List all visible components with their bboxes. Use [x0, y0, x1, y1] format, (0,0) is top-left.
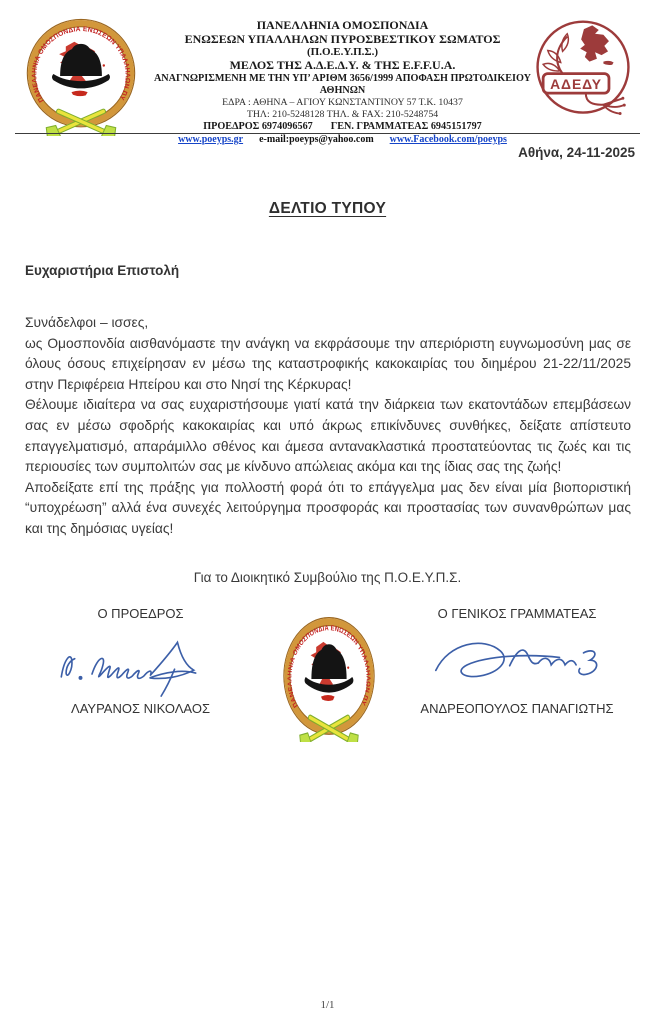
- date-line: Αθήνα, 24-11-2025: [518, 145, 635, 160]
- registration-line: ΑΝΑΓΝΩΡΙΣΜΕΝΗ ΜΕ ΤΗΝ ΥΠ’ ΑΡΙΘΜ 3656/1999 ΑΠΟΦΑΣΗ ΠΡΩΤΟΔΙΚΕΙΟΥ ΑΘΗΝΩΝ: [153, 72, 532, 96]
- letterhead: [0, 0, 655, 145]
- page-number: 1/1: [320, 999, 335, 1011]
- secretary-signature: [415, 627, 620, 699]
- org-acronym: (Π.Ο.Ε.Υ.Π.Σ.): [307, 46, 378, 58]
- org-name-line1: ΠΑΝΕΛΛΗΝΙΑ ΟΜΟΣΠΟΝΔΙΑ: [256, 18, 429, 32]
- address-line: ΕΔΡΑ : ΑΘΗΝΑ – ΑΓΙΟΥ ΚΩΝΣΤΑΝΤΙΝΟΥ 57 Τ.Κ. 10437: [222, 96, 463, 108]
- body-paragraph-1: ως Ομοσπονδία αισθανόμαστε την ανάγκη να εκφράσουμε την απεριόριστη ευγνωμοσύνη μας σε όλους όσους επιχείρησαν εν μέσω της καταστροφικής κακοκαιρίας του διημέρου 21-22/11/2025 στην Περιφέρεια Ηπείρου και στο Νησί της Κέρκυρας!: [25, 335, 631, 392]
- president-phone: ΠΡΟΕΔΡΟΣ 6974096567: [203, 120, 313, 132]
- poeyps-federation-seal: [24, 14, 138, 136]
- facebook-link[interactable]: www.Facebook.com/poeyps: [389, 134, 507, 145]
- president-signature: [48, 627, 233, 699]
- president-title: Ο ΠΡΟΕΔΡΟΣ: [97, 606, 184, 621]
- phone-line: ΤΗΛ: 210-5248128 ΤΗΛ. & FAX: 210-5248754: [246, 108, 439, 120]
- poeyps-center-seal: [281, 614, 377, 742]
- committee-line: Για το Διοικητικό Συμβούλιο της Π.Ο.Ε.Υ.Π.Σ.: [193, 570, 462, 585]
- body-paragraph-2: Θέλουμε ιδιαίτερα να σας ευχαριστήσουμε γιατί κατά την διάρκεια των εκατοντάδων επεμβάσεων σας εν μέσω σφοδρής κακοκαιρίας και υπό άκρως επικίνδυνες συνθήκες, δείξατε απίστευτο επαγγελματισμό, απαράμιλλο σθένος και άμεσα αντανακλαστικά προστατεύοντας τις ζωές και τις περιουσίες των συμπολιτών σας με κίνδυνο απώλειας ακόμα και της ίδιας σας της ζωής!: [25, 397, 631, 475]
- subject-line: Ευχαριστήρια Επιστολή: [25, 263, 180, 278]
- document-title: ΔΕΛΤΙΟ ΤΥΠΟΥ: [268, 200, 387, 217]
- adedy-logo: [531, 18, 635, 120]
- header-divider-line: [15, 133, 640, 134]
- secretary-phone: ΓΕΝ. ΓΡΑΜΜΑΤΕΑΣ 6945151797: [330, 120, 482, 132]
- president-signature-column: [28, 606, 253, 716]
- officers-phones-line: [138, 121, 547, 134]
- adedy-logo-label: ΑΔΕΔΥ: [550, 75, 602, 92]
- email-address: e-mail:poeyps@yahoo.com: [259, 134, 374, 145]
- president-name: ΛΑΥΡΑΝΟΣ ΝΙΚΟΛΑΟΣ: [71, 701, 210, 716]
- secretary-name: ΑΝΔΡΕΟΠΟΥΛΟΣ ΠΑΝΑΓΙΩΤΗΣ: [420, 701, 614, 716]
- letter-body: [25, 313, 631, 540]
- salutation: Συνάδελφοι – ισσες,: [25, 315, 149, 330]
- letterhead-text: [138, 19, 547, 146]
- website-link[interactable]: www.poeyps.gr: [178, 134, 244, 145]
- secretary-signature-column: [397, 606, 637, 716]
- org-name-line2: ΕΝΩΣΕΩΝ ΥΠΑΛΛΗΛΩΝ ΠΥΡΟΣΒΕΣΤΙΚΟΥ ΣΩΜΑΤΟΣ: [184, 31, 501, 46]
- body-paragraph-3: Αποδείξατε επί της πράξης για πολλοστή φορά ότι το επάγγελμα μας δεν είναι μία βιοποριστική “υποχρέωση” αλλά ένα συνεχές λειτούργημα προσφοράς και προστασίας των συνανθρώπων μας και της δημόσιας υγείας!: [25, 479, 631, 536]
- contact-links-row: [138, 133, 547, 146]
- org-membership-line: ΜΕΛΟΣ ΤΗΣ Α.Δ.Ε.Δ.Υ. & ΤΗΣ E.F.F.U.A.: [229, 58, 456, 72]
- secretary-title: Ο ΓΕΝΙΚΟΣ ΓΡΑΜΜΑΤΕΑΣ: [437, 606, 597, 621]
